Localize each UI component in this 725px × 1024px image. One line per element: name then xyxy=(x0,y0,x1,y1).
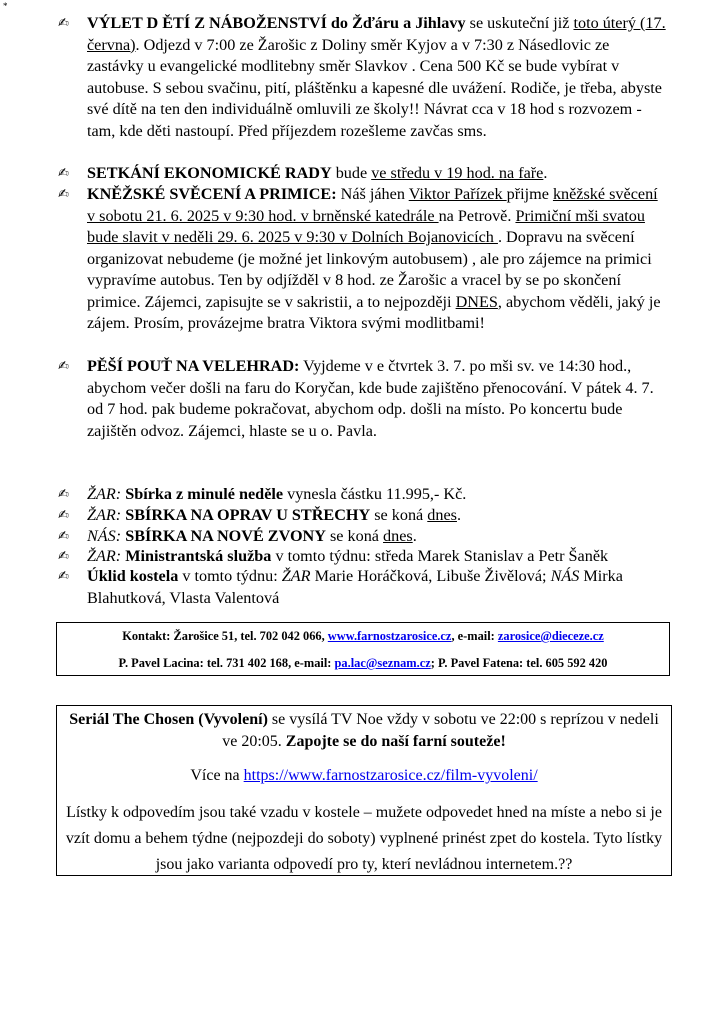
priest-lacina: P. Pavel Lacina: tel. 731 402 168, e-mail: xyxy=(118,656,335,670)
item-end: . xyxy=(412,527,417,545)
list-item xyxy=(58,484,668,506)
parish-label: ŽAR: xyxy=(87,485,122,503)
ordination-text-1: Náš jáhen xyxy=(336,185,409,203)
item-title: SBÍRKA NA OPRAV U STŘECHY xyxy=(125,506,371,524)
item-when: dnes xyxy=(427,506,457,524)
corner-mark: * xyxy=(3,1,8,11)
contact-address: Kontakt: Žarošice 51, tel. 702 042 066, xyxy=(122,629,328,643)
parish-label: NÁS xyxy=(550,567,580,585)
item-when: dnes xyxy=(383,527,413,545)
ordination-name: Viktor Pařízek xyxy=(408,185,507,203)
trip-text-2: . Odjezd v 7:00 ze Žarošic z Doliny směr Kyjov a v 7:30 z Násedlovic ze zastávky u evangelické modlitebny směr Slavkov . Cena 500 Kč se bude vybírat v autobuse. S sebou svačinu, pití, pláštěnku a kapesné dle uvážení. Rodiče, je třeba, abyste své dítě na ten den individuálně omluvili ze školy!! Návrat cca v 18 hod s rozvozem - tam, kde děti nastoupí. Před příjezdem rozešleme zavčas sms. xyxy=(87,35,662,140)
pilgrimage-title: PĚŠÍ POUŤ NA VELEHRAD: xyxy=(87,357,300,375)
cleaning-text-2: Marie Horáčková, Libuše Živělová; xyxy=(310,567,551,585)
item-text: se koná xyxy=(325,527,384,545)
parish-label: ŽAR xyxy=(281,567,311,585)
contact-email-label: , e-mail: xyxy=(451,629,498,643)
priest-fatena: ; P. Pavel Fatena: tel. 605 592 420 xyxy=(430,656,608,670)
ordination-title: KNĚŽSKÉ SVĚCENÍ A PRIMICE: xyxy=(87,185,337,203)
ordination-deadline: DNES xyxy=(455,292,498,311)
cleaning-label: Úklid kostela xyxy=(87,567,179,585)
list-item xyxy=(58,526,668,548)
item-end: . xyxy=(456,506,461,524)
chosen-url-link[interactable]: https://www.farnostzarosice.cz/film-vyvoleni/ xyxy=(243,767,538,784)
ordination-text-2: přijme xyxy=(506,185,553,203)
item-text: v tomto týdnu: středa Marek Stanislav a Petr Šaněk xyxy=(271,547,609,565)
item-title: SBÍRKA NA NOVÉ ZVONY xyxy=(125,527,326,545)
website-link[interactable]: www.farnostzarosice.cz xyxy=(327,629,452,643)
ordination-text-5: , abychom věděli, jaký je zájem. Prosím, provázejme bratra Viktora svými modlitbami! xyxy=(87,292,661,332)
ordination-date: kněžské svěcení v sobotu 21. 6. 2025 v 9:30 hod. v brněnské katedrále xyxy=(87,185,658,225)
parish-label: ŽAR: xyxy=(87,506,122,524)
item-title: Sbírka z minulé neděle xyxy=(125,485,284,503)
chosen-tickets-text: Lístky k odpovedím jsou také vzadu v kostele – mužete odpovedet hned na míste a nebo si je vzít domu a behem týdne (nejpozdeji do soboty) vyplnené prinést zpet do kostela. Tyto lístky jsou jako varianta odpovedí pro ty, kterí nevládnou internetem.?? xyxy=(65,804,663,873)
ordination-text-4: . Dopravu na svěcení organizovat nebudeme (je možné jet linkovým autobusem) , ale pro zájemce na primici vypravíme autobus. Ten by odjížděl v 8 hod. ze Žarošic a vracel by se po skončení primice. Zájemci, zapisujte se v sakristii, a to nejpozději xyxy=(87,228,652,311)
council-title: SETKÁNÍ EKONOMICKÉ RADY xyxy=(87,164,332,182)
parish-label: ŽAR: xyxy=(87,547,122,565)
contact-box xyxy=(56,622,670,676)
chosen-intro xyxy=(61,709,667,753)
trip-text-1: se uskuteční již xyxy=(465,14,570,32)
email-link[interactable]: zarosice@dieceze.cz xyxy=(497,629,604,643)
item-text: se koná xyxy=(370,506,428,524)
chosen-contest: Zapojte se do naší farní souteže! xyxy=(285,733,506,750)
chosen-title: Seriál The Chosen (Vyvolení) xyxy=(69,711,268,728)
announcement-trip xyxy=(58,13,668,142)
list-item xyxy=(58,546,668,568)
chosen-schedule: se vysílá TV Noe vždy v sobotu ve 22:00 s reprízou v nedeli ve 20:05. xyxy=(222,711,659,750)
ordination-text-3: na Petrově. xyxy=(438,206,516,225)
council-when: ve středu v 19 hod. na faře xyxy=(371,164,544,182)
writing-hand-icon: ✍ xyxy=(58,166,69,181)
announcement-pilgrimage xyxy=(58,356,668,442)
cleaning-text-1: v tomto týdnu: xyxy=(178,567,282,585)
writing-hand-icon: ✍ xyxy=(58,16,69,31)
contact-row-priests xyxy=(57,655,669,672)
item-text: vynesla částku 11.995,- Kč. xyxy=(283,485,467,503)
item-title: Ministrantská služba xyxy=(125,547,272,565)
announcement-council xyxy=(58,163,668,185)
chosen-more-label: Více na xyxy=(190,767,244,784)
council-text-1: bude xyxy=(331,164,372,182)
pilgrimage-text: Vyjdeme v e čtvrtek 3. 7. po mši sv. ve 14:30 hod., abychom večer došli na faru do Koryčan, kde bude zajištěno přenocování. V pátek 4. 7. od 7 hod. pak budeme pokračovat, abychom odp. došli na místo. Po koncertu bude zajištěn odvoz. Zájemci, hlaste se u o. Pavla. xyxy=(87,357,654,440)
parish-label: NÁS: xyxy=(87,527,122,545)
chosen-more xyxy=(61,765,667,787)
contact-row-parish xyxy=(57,628,669,645)
writing-hand-icon: ✍ xyxy=(58,508,69,523)
trip-title: VÝLET D ĚTÍ Z NÁBOŽENSTVÍ do Žďáru a Jihlavy xyxy=(87,14,466,32)
writing-hand-icon: ✍ xyxy=(58,487,69,502)
council-text-2: . xyxy=(543,164,548,182)
primice-info: Primiční mši svatou bude slavit v neděli 29. 6. 2025 v 9:30 v Dolních Bojanovicích xyxy=(87,206,645,246)
writing-hand-icon: ✍ xyxy=(58,529,69,544)
list-item xyxy=(58,505,668,527)
announcement-ordination xyxy=(58,184,668,335)
writing-hand-icon: ✍ xyxy=(58,187,69,202)
writing-hand-icon: ✍ xyxy=(58,549,69,564)
chosen-box xyxy=(56,705,672,876)
writing-hand-icon: ✍ xyxy=(58,359,69,374)
writing-hand-icon: ✍ xyxy=(58,569,69,584)
email-link-lacina[interactable]: pa.lac@seznam.cz xyxy=(334,656,431,670)
cleaning-text-3: Mirka Blahutková, Vlasta Valentová xyxy=(87,567,623,607)
list-item-cleaning xyxy=(58,566,668,609)
trip-date: toto úterý (17. června) xyxy=(87,14,666,54)
